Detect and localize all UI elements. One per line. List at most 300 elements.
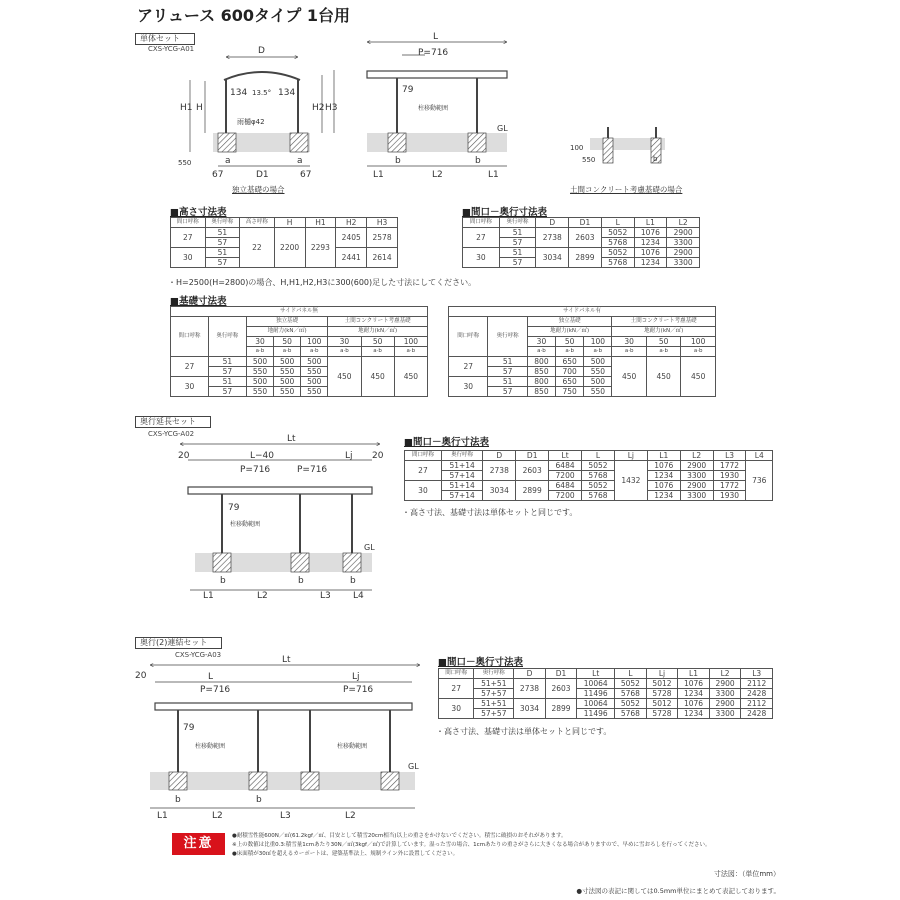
dim-pitch-2: P=716	[297, 465, 328, 475]
table-cell: L2	[709, 669, 741, 679]
table-cell: 地耐力(kN／㎡)	[328, 327, 428, 337]
table-cell: 57	[488, 387, 527, 397]
dim-20-right: 20	[372, 451, 384, 461]
product-code-single: CXS-YCG-A01	[148, 45, 195, 53]
dim-67-right: 67	[300, 170, 312, 180]
table-cell: a·b	[274, 347, 301, 357]
table-cell: 3034	[483, 481, 516, 501]
table-row	[439, 689, 773, 699]
dim-Lt: Lt	[282, 655, 291, 665]
table-cell: Lj	[646, 669, 678, 679]
table-cell: L2	[680, 451, 713, 461]
product-code-extension: CXS-YCG-A02	[148, 430, 195, 438]
table-cell: 1234	[647, 471, 680, 481]
table-cell: 2112	[741, 679, 773, 689]
table-cell: 3300	[667, 258, 700, 268]
table-cell: 57	[488, 367, 527, 377]
table-cell: 500	[584, 377, 612, 387]
dim-79: 79	[183, 723, 195, 733]
table-cell: 100	[301, 337, 328, 347]
dim-a-left: a	[225, 156, 231, 166]
table-cell: 500	[246, 357, 273, 367]
table-cell: 2293	[305, 228, 336, 268]
table-cell: a·b	[527, 347, 555, 357]
table-cell: 5052	[582, 461, 615, 471]
table-cell: 30	[171, 248, 206, 268]
table-cell: 450	[394, 357, 427, 397]
table-cell: 5052	[615, 679, 647, 689]
table-cell: 2603	[516, 461, 549, 481]
table-cell: 100	[584, 337, 612, 347]
table-cell: L4	[746, 451, 773, 461]
dim-550: 550	[178, 159, 192, 167]
table-cell: 5768	[601, 258, 634, 268]
table-cell: 独立基礎	[527, 317, 612, 327]
dim-D1: D1	[256, 170, 269, 180]
dim-L2-first: L2	[212, 811, 223, 821]
table-cell: 27	[463, 228, 500, 248]
table-cell: 7200	[549, 491, 582, 501]
table-cell: 間口呼称	[439, 669, 474, 679]
table-cell: a·b	[584, 347, 612, 357]
dim-b-small: b	[653, 155, 658, 163]
table-cell: L	[615, 669, 647, 679]
table-cell: 57+57	[474, 709, 514, 719]
table-cell: 450	[681, 357, 716, 397]
table-row	[449, 357, 716, 367]
table-cell: 5768	[615, 689, 647, 699]
table-cell: H3	[367, 218, 398, 228]
dim-20-left: 20	[178, 451, 190, 461]
table-cell: 11496	[577, 709, 615, 719]
table-cell: 51	[499, 248, 536, 258]
table-cell: 850	[527, 367, 555, 377]
table-cell: 51	[205, 228, 240, 238]
table-cell: 550	[274, 367, 301, 377]
table-cell: 450	[328, 357, 361, 397]
table-cell: 3300	[709, 689, 741, 699]
table-cell: a·b	[361, 347, 394, 357]
linked-table	[438, 668, 773, 719]
table-cell: 奥行呼称	[205, 218, 240, 228]
table-cell: a·b	[612, 347, 646, 357]
table-cell: D1	[545, 669, 577, 679]
foundation-table-title: ■基礎寸法表	[170, 296, 227, 307]
table-cell: 30	[449, 377, 488, 397]
table-cell: 30	[328, 337, 361, 347]
dim-b-3: b	[350, 576, 356, 586]
dim-Lt: Lt	[287, 434, 296, 444]
table-cell: 間口呼称	[405, 451, 442, 461]
caution-line-3: ●床面積が30㎡を超えるカーポートは、建築基準法上、規制ライン外に設置してください。	[232, 851, 459, 857]
dim-L2-second: L2	[345, 811, 356, 821]
table-cell: 51	[205, 248, 240, 258]
dim-a-right: a	[297, 156, 303, 166]
caption-independent-foundation: 独立基礎の場合	[232, 185, 285, 194]
table-cell: Lt	[577, 669, 615, 679]
table-cell: 間口呼称	[171, 317, 209, 357]
table-cell: サイドパネル有	[449, 307, 716, 317]
table-cell: 57+14	[441, 491, 482, 501]
caution-line-1: ●耐積雪性能600N／㎡(61.2kgf／㎡、目安として積雪20cm相当)以上の重さをかけないでください。積雪に破損のおそれがあります。	[232, 833, 567, 839]
table-cell: 51+14	[441, 481, 482, 491]
set-label-extension: 奥行延長セット	[135, 416, 211, 428]
table-cell: 11496	[577, 689, 615, 699]
post-move-range-label-2: 柱移動範囲	[337, 743, 368, 750]
table-cell: 2405	[336, 228, 367, 248]
table-cell: 57	[205, 238, 240, 248]
dim-67-left: 67	[212, 170, 224, 180]
post-move-range-label-1: 柱移動範囲	[195, 743, 226, 750]
table-cell: D1	[569, 218, 602, 228]
dim-b-right: b	[475, 156, 481, 166]
table-cell: 2900	[709, 699, 741, 709]
table-cell: 2900	[667, 248, 700, 258]
table-cell: サイドパネル無	[171, 307, 428, 317]
dim-Lj: Lj	[345, 451, 353, 461]
table-cell: 550	[301, 367, 328, 377]
table-cell: 1234	[678, 689, 710, 699]
table-cell: 6484	[549, 461, 582, 471]
product-code-linked: CXS-YCG-A03	[175, 651, 222, 659]
table-cell: 500	[246, 377, 273, 387]
table-cell: 5052	[615, 699, 647, 709]
extension-diagram	[180, 444, 380, 590]
table-cell: 550	[246, 387, 273, 397]
table-row	[463, 228, 700, 238]
dim-b-2: b	[298, 576, 304, 586]
table-cell: 奥行呼称	[208, 317, 246, 357]
dim-L3: L3	[320, 591, 331, 601]
table-cell: 5052	[582, 481, 615, 491]
table-cell: 800	[527, 357, 555, 367]
table-cell: 10064	[577, 699, 615, 709]
dim-L1: L1	[203, 591, 214, 601]
table-cell: 奥行呼称	[499, 218, 536, 228]
table-cell: 2899	[516, 481, 549, 501]
table-cell: 27	[439, 679, 474, 699]
table-cell: 地耐力(kN／㎡)	[246, 327, 327, 337]
table-cell: 5768	[582, 471, 615, 481]
table-cell: 1930	[713, 471, 746, 481]
table-cell: 5768	[582, 491, 615, 501]
table-cell: 5768	[601, 238, 634, 248]
table-cell: 1930	[713, 491, 746, 501]
table-cell: 100	[681, 337, 716, 347]
table-cell: 450	[361, 357, 394, 397]
width-depth-table	[462, 217, 700, 268]
table-cell: 5012	[646, 679, 678, 689]
table-cell: 1076	[678, 699, 710, 709]
footer-note: ●寸法図の表記に関しては0.5mm単位にまとめて表記しております。	[576, 887, 780, 895]
table-cell: 1234	[678, 709, 710, 719]
table-header-row	[439, 669, 773, 679]
table-cell: 5728	[646, 689, 678, 699]
table-cell: 2614	[367, 248, 398, 268]
table-row	[405, 471, 773, 481]
table-cell: 50	[274, 337, 301, 347]
table-cell: 5728	[646, 709, 678, 719]
dim-pitch-1: P=716	[240, 465, 271, 475]
dim-20-left: 20	[135, 671, 147, 681]
table-cell: 1234	[647, 491, 680, 501]
set-label-linked: 奥行(2)連結セット	[135, 637, 222, 649]
table-cell: 550	[301, 387, 328, 397]
extension-note: ・高さ寸法、基礎寸法は単体セットと同じです。	[402, 508, 578, 517]
table-cell: 50	[361, 337, 394, 347]
table-cell: a·b	[556, 347, 584, 357]
table-cell: a·b	[328, 347, 361, 357]
table-cell: H	[274, 218, 305, 228]
table-cell: 27	[171, 357, 209, 377]
table-cell: 土間コンクリート考慮基礎	[328, 317, 428, 327]
table-cell: 1234	[634, 238, 667, 248]
table-cell: 57+57	[474, 689, 514, 699]
ground-level-label: GL	[497, 124, 508, 133]
post-move-range-label: 柱移動範囲	[418, 105, 449, 112]
table-row	[405, 491, 773, 501]
table-cell: 6484	[549, 481, 582, 491]
table-cell: H2	[336, 218, 367, 228]
table-cell: 51+51	[474, 679, 514, 689]
dim-pitch-2: P=716	[343, 685, 374, 695]
caution-line-2: ※上の数値は比重0.3:積雪量1cmあたり30N／㎡(3kgf／㎡)で計算しています。湿った雪の場合、1cmあたりの重さがさらに大きくなる場合がありますので、早めに雪おろしを行ってください。	[232, 842, 711, 848]
table-cell: L	[601, 218, 634, 228]
table-cell: 奥行呼称	[441, 451, 482, 461]
table-cell: 650	[556, 357, 584, 367]
table-cell: 間口呼称	[171, 218, 206, 228]
table-cell: 500	[274, 357, 301, 367]
table-cell: D1	[516, 451, 549, 461]
dim-b-1: b	[175, 795, 181, 805]
table-cell: 550	[246, 367, 273, 377]
table-cell: 1076	[647, 461, 680, 471]
table-cell: 30	[612, 337, 646, 347]
table-cell: 500	[584, 357, 612, 367]
table-cell: 2900	[667, 228, 700, 238]
table-cell: 土間コンクリート考慮基礎	[612, 317, 716, 327]
table-cell: 2578	[367, 228, 398, 248]
table-cell: 57	[208, 367, 246, 377]
table-cell: L2	[667, 218, 700, 228]
table-cell: 500	[274, 377, 301, 387]
table-cell: Lj	[614, 451, 647, 461]
table-cell: 1076	[634, 248, 667, 258]
dim-L-40: L−40	[250, 451, 275, 461]
table-row	[171, 228, 398, 238]
dim-L3: L3	[280, 811, 291, 821]
table-cell: 2899	[569, 248, 602, 268]
table-cell: 1076	[678, 679, 710, 689]
table-cell: 3034	[536, 248, 569, 268]
page-title: アリュース 600タイプ 1台用	[137, 6, 350, 25]
table-cell: 2112	[741, 699, 773, 709]
table-cell: D	[514, 669, 546, 679]
table-cell: 500	[301, 357, 328, 367]
table-cell: 27	[449, 357, 488, 377]
table-cell: 57+14	[441, 471, 482, 481]
table-cell: 51	[488, 357, 527, 367]
dim-79: 79	[402, 85, 414, 95]
table-cell: 地耐力(kN／㎡)	[527, 327, 612, 337]
table-cell: 3300	[667, 238, 700, 248]
height-table	[170, 217, 398, 268]
dim-D: D	[258, 46, 265, 56]
extension-table	[404, 450, 773, 501]
dim-L: L	[433, 32, 439, 42]
table-cell: 2738	[483, 461, 516, 481]
table-cell: 2899	[545, 699, 577, 719]
foundation-table-no-panel	[170, 306, 428, 397]
width-table-title: ■間口－奥行寸法表	[462, 207, 547, 218]
height-table-title: ■高さ寸法表	[170, 207, 227, 218]
dim-134-left: 134	[230, 88, 248, 98]
table-cell: 30	[246, 337, 273, 347]
table-cell: 800	[527, 377, 555, 387]
dim-550-small: 550	[582, 156, 596, 164]
dim-b-left: b	[395, 156, 401, 166]
table-cell: 7200	[549, 471, 582, 481]
table-header-row	[171, 307, 428, 317]
table-cell: 30	[405, 481, 442, 501]
table-cell: a·b	[301, 347, 328, 357]
dim-79: 79	[228, 503, 240, 513]
table-cell: 50	[646, 337, 680, 347]
table-cell: a·b	[246, 347, 273, 357]
table-cell: 10064	[577, 679, 615, 689]
table-cell: 間口呼称	[463, 218, 500, 228]
table-cell: 3300	[680, 471, 713, 481]
table-cell: 650	[556, 377, 584, 387]
table-cell: 51	[488, 377, 527, 387]
dim-100: 100	[570, 144, 584, 152]
table-cell: a·b	[681, 347, 716, 357]
table-cell: 3300	[680, 491, 713, 501]
table-cell: 700	[556, 367, 584, 377]
dim-134-right: 134	[278, 88, 296, 98]
table-cell: L3	[741, 669, 773, 679]
table-cell: 51	[208, 357, 246, 367]
table-cell: 2738	[514, 679, 546, 699]
table-row	[439, 679, 773, 689]
table-cell: D	[483, 451, 516, 461]
table-cell: 22	[240, 228, 275, 268]
table-cell: 5052	[601, 248, 634, 258]
table-cell: 1076	[634, 228, 667, 238]
table-cell: 高さ呼称	[240, 218, 275, 228]
table-cell: 5768	[615, 709, 647, 719]
table-cell: 736	[746, 461, 773, 501]
dim-H: H	[196, 103, 203, 113]
table-cell: L1	[634, 218, 667, 228]
table-cell: a·b	[394, 347, 427, 357]
table-cell: 奥行呼称	[474, 669, 514, 679]
table-cell: 2428	[741, 709, 773, 719]
table-cell: 1772	[713, 461, 746, 471]
linked-note: ・高さ寸法、基礎寸法は単体セットと同じです。	[436, 727, 612, 736]
table-cell: 450	[646, 357, 680, 397]
dim-H1: H1	[180, 103, 193, 113]
table-cell: 2441	[336, 248, 367, 268]
table-cell: 500	[301, 377, 328, 387]
table-cell: L	[582, 451, 615, 461]
table-row	[449, 317, 716, 327]
table-cell: 57	[499, 258, 536, 268]
table-cell: H1	[305, 218, 336, 228]
table-cell: 100	[394, 337, 427, 347]
table-cell: 27	[405, 461, 442, 481]
table-cell: 51	[208, 377, 246, 387]
table-cell: 1432	[614, 461, 647, 501]
table-cell: 57	[499, 238, 536, 248]
table-header-row	[405, 451, 773, 461]
table-cell: L3	[713, 451, 746, 461]
table-cell: 30	[439, 699, 474, 719]
table-cell: 50	[556, 337, 584, 347]
table-cell: 5012	[646, 699, 678, 709]
table-header-row	[171, 218, 398, 228]
table-cell: 1772	[713, 481, 746, 491]
table-cell: 550	[584, 387, 612, 397]
table-cell: 1234	[634, 258, 667, 268]
table-cell: 2200	[274, 228, 305, 268]
table-cell: L1	[678, 669, 710, 679]
caption-concrete-foundation: 土間コンクリート考慮基礎の場合	[570, 185, 683, 194]
height-note: ・H=2500(H=2800)の場合、H,H1,H2,H3に300(600)足した寸法にしてください。	[168, 278, 477, 287]
table-cell: 30	[527, 337, 555, 347]
dim-H3: H3	[325, 103, 338, 113]
table-cell: 2900	[680, 481, 713, 491]
table-cell: 51+51	[474, 699, 514, 709]
table-cell: 3034	[514, 699, 546, 719]
table-cell: 27	[171, 228, 206, 248]
table-row	[171, 357, 428, 367]
dim-L1: L1	[157, 811, 168, 821]
table-cell: a·b	[646, 347, 680, 357]
table-row	[439, 709, 773, 719]
table-cell: 450	[612, 357, 646, 397]
dim-L4: L4	[353, 591, 364, 601]
table-cell: 51+14	[441, 461, 482, 471]
linked-diagram	[150, 665, 420, 808]
ground-level-label: GL	[364, 543, 375, 552]
table-cell: 3300	[709, 709, 741, 719]
table-header-row	[463, 218, 700, 228]
table-cell: 2603	[545, 679, 577, 699]
table-cell: D	[536, 218, 569, 228]
table-row	[405, 481, 773, 491]
table-cell: 57	[208, 387, 246, 397]
linked-table-title: ■間口－奥行寸法表	[438, 657, 523, 668]
dim-L2: L2	[432, 170, 443, 180]
table-cell: 550	[584, 367, 612, 377]
table-cell: 2900	[680, 461, 713, 471]
table-cell: 5052	[601, 228, 634, 238]
dim-L1-right: L1	[488, 170, 499, 180]
table-cell: 2603	[569, 228, 602, 248]
table-cell: 57	[205, 258, 240, 268]
table-row	[439, 699, 773, 709]
extension-table-title: ■間口－奥行寸法表	[404, 437, 489, 448]
table-cell: 奥行呼称	[488, 317, 527, 357]
dim-H2: H2	[312, 103, 325, 113]
table-cell: 2738	[536, 228, 569, 248]
dim-pitch-1: P=716	[200, 685, 231, 695]
table-row	[171, 317, 428, 327]
table-cell: 1076	[647, 481, 680, 491]
table-row	[463, 248, 700, 258]
dim-pitch: P=716	[418, 48, 449, 58]
